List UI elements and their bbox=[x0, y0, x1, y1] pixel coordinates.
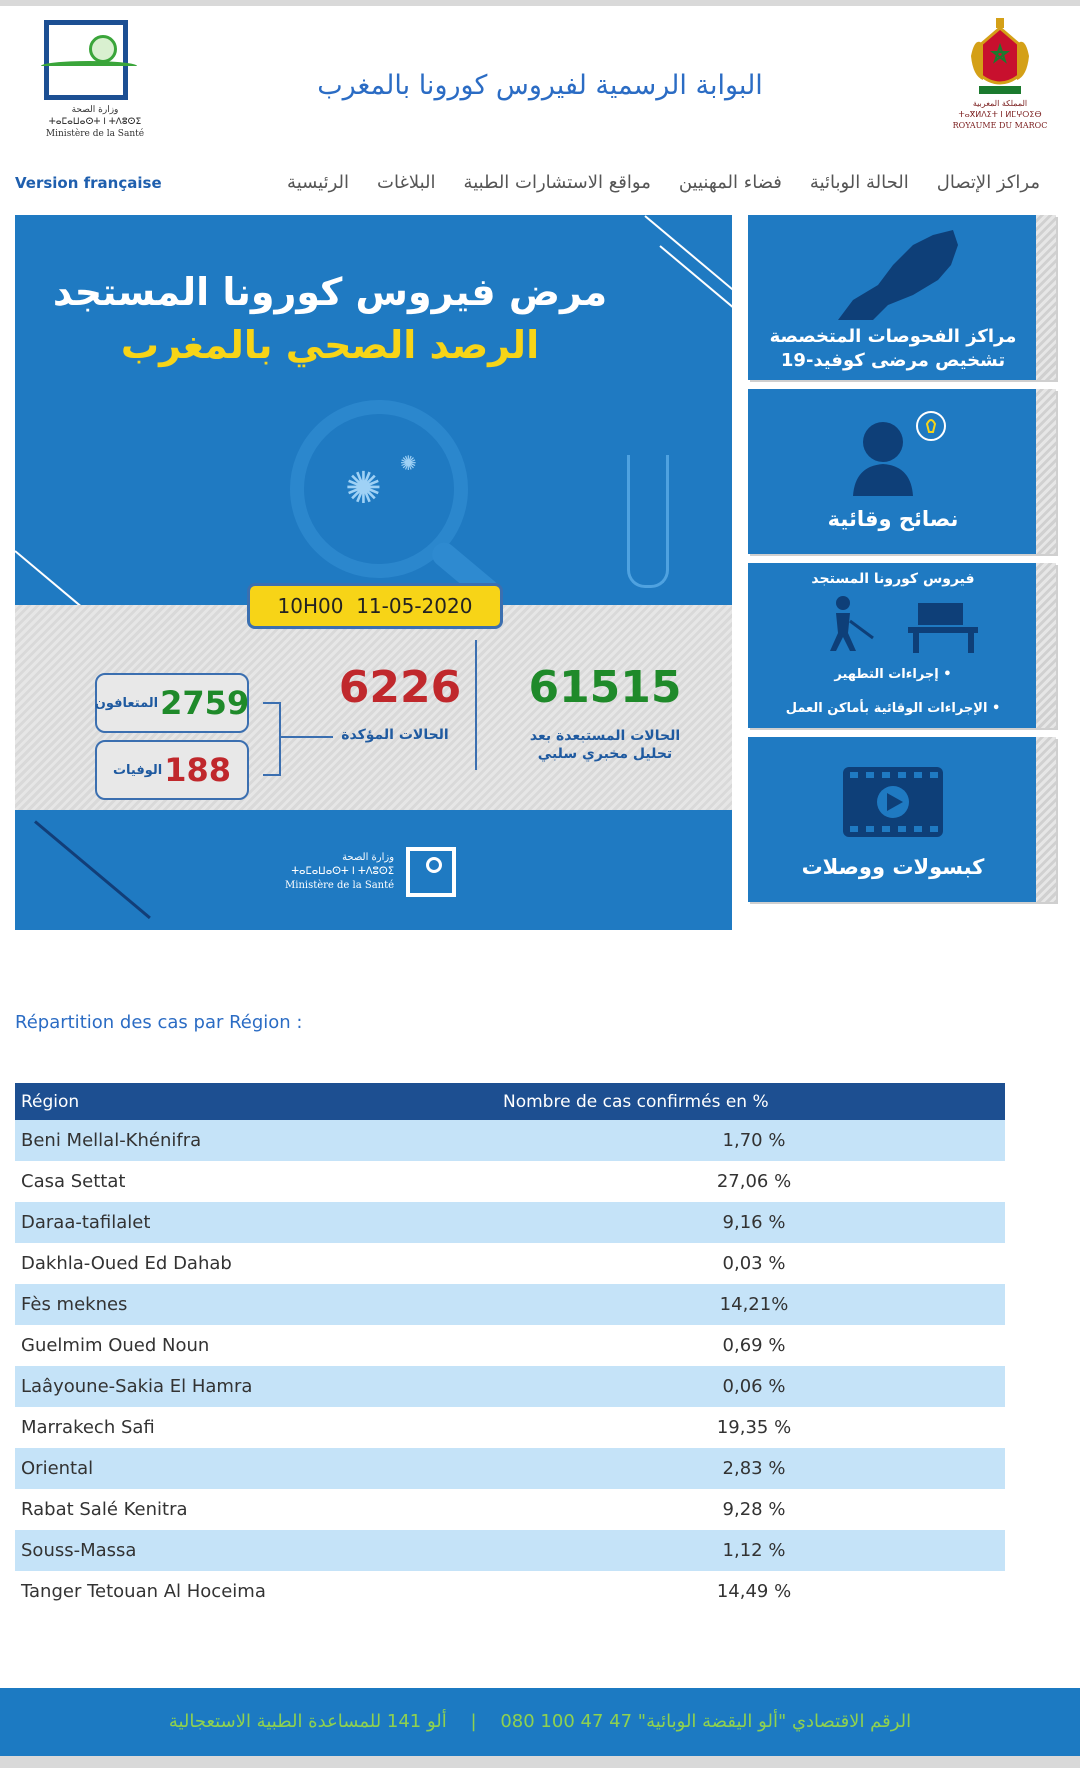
tile-testing-centers[interactable] bbox=[748, 215, 1056, 380]
tile-disinfection-title: فيروس كورونا المستجد bbox=[811, 571, 975, 587]
tile-prevention-tips[interactable] bbox=[748, 389, 1056, 554]
ministry-logo[interactable] bbox=[40, 20, 150, 140]
banner-title: مرض فيروس كورونا المستجد bbox=[52, 270, 608, 314]
table-header-row bbox=[15, 1083, 1005, 1120]
recovered-stat bbox=[95, 673, 249, 733]
tile-prevention-tips-title: نصائح وقائية bbox=[827, 507, 959, 531]
excluded-label: الحالات المستبعدة بعد تحليل مخبري سلبي bbox=[529, 728, 681, 762]
table-row bbox=[15, 1284, 1005, 1325]
region-pct: 0,69 % bbox=[503, 1325, 1005, 1366]
table-row bbox=[15, 1407, 1005, 1448]
banner-decor-line bbox=[34, 820, 151, 919]
footer-hotlines bbox=[0, 1688, 1080, 1756]
regions-section-title: Répartition des cas par Région : bbox=[15, 1012, 303, 1033]
table-row bbox=[15, 1161, 1005, 1202]
region-name: Souss-Massa bbox=[15, 1530, 503, 1571]
region-name: Casa Settat bbox=[15, 1161, 503, 1202]
region-pct: 9,16 % bbox=[503, 1202, 1005, 1243]
region-pct: 27,06 % bbox=[503, 1161, 1005, 1202]
region-pct: 1,12 % bbox=[503, 1530, 1005, 1571]
crest-text: المملكة المغربية ⵜⴰⴳⵍⴷⵉⵜ ⵏ ⵍⵎⵖⵔⵉⴱ ROYAUME DU MAROC bbox=[952, 99, 1048, 130]
region-name: Marrakech Safi bbox=[15, 1407, 503, 1448]
confirmed-count: 6226 bbox=[338, 662, 462, 713]
table-row bbox=[15, 1448, 1005, 1489]
region-name: Tanger Tetouan Al Hoceima bbox=[15, 1571, 503, 1612]
tile-testing-centers-subtitle: تشخيص مرضى كوفيد-19 bbox=[780, 350, 1006, 371]
table-row bbox=[15, 1120, 1005, 1161]
column-header-region: Région bbox=[15, 1083, 503, 1120]
region-pct: 14,49 % bbox=[503, 1571, 1005, 1612]
banner-subtitle: الرصد الصحي بالمغرب bbox=[120, 323, 540, 367]
deaths-count: 188 bbox=[164, 751, 232, 789]
footer-hotline-text[interactable]: الرقم الاقتصادي "ألو اليقضة الوبائية" 47 47 100 080 bbox=[500, 1711, 912, 1732]
table-row bbox=[15, 1530, 1005, 1571]
stats-bracket bbox=[263, 702, 281, 776]
nav-item-home[interactable]: الرئيسية bbox=[287, 172, 350, 193]
region-name: Laâyoune-Sakia El Hamra bbox=[15, 1366, 503, 1407]
test-tube-icon bbox=[627, 455, 669, 588]
tile-videos[interactable] bbox=[748, 737, 1056, 902]
tile-disinfection[interactable] bbox=[748, 563, 1056, 728]
virus-icon: ✺ bbox=[345, 463, 382, 514]
recovered-label: المتعافون bbox=[94, 695, 159, 711]
column-header-pct: Nombre de cas confirmés en % bbox=[503, 1083, 1005, 1120]
nav-item-medical-sites[interactable]: مواقع الاستشارات الطبية bbox=[463, 172, 651, 193]
recovered-count: 2759 bbox=[160, 684, 250, 722]
region-pct: 19,35 % bbox=[503, 1407, 1005, 1448]
deaths-label: الوفيات bbox=[112, 762, 163, 778]
region-name: Beni Mellal-Khénifra bbox=[15, 1120, 503, 1161]
region-pct: 14,21% bbox=[503, 1284, 1005, 1325]
region-name: Fès meknes bbox=[15, 1284, 503, 1325]
disinfection-icon bbox=[818, 593, 988, 653]
footer-separator: | bbox=[470, 1711, 477, 1732]
table-row bbox=[15, 1366, 1005, 1407]
person-idea-icon bbox=[843, 404, 953, 499]
tile-disinfection-bullet: • الإجراءات الوقائية بأماكن العمل bbox=[785, 701, 1001, 716]
region-name: Guelmim Oued Noun bbox=[15, 1325, 503, 1366]
table-row bbox=[15, 1489, 1005, 1530]
tile-disinfection-bullet: • إجراءات التطهير bbox=[834, 667, 952, 682]
banner-ministry-logo bbox=[285, 837, 485, 907]
tile-videos-title: كبسولات ووصلات bbox=[801, 855, 985, 879]
nav-item-professionals[interactable]: فضاء المهنيين bbox=[678, 172, 782, 193]
excluded-count: 61515 bbox=[528, 662, 682, 713]
stats-divider bbox=[475, 640, 477, 770]
regions-table bbox=[15, 1083, 1005, 1612]
site-title: البوابة الرسمية لفيروس كورونا بالمغرب bbox=[317, 70, 763, 101]
nav-item-epidemic-status[interactable]: الحالة الوبائية bbox=[809, 172, 909, 193]
map-morocco-icon bbox=[833, 225, 963, 325]
top-bar bbox=[0, 0, 1080, 6]
ministry-emblem-icon bbox=[406, 847, 456, 897]
deaths-stat bbox=[95, 740, 249, 800]
region-pct: 2,83 % bbox=[503, 1448, 1005, 1489]
nav-item-call-centers[interactable]: مراكز الإتصال bbox=[936, 172, 1040, 193]
region-name: Rabat Salé Kenitra bbox=[15, 1489, 503, 1530]
banner-decor-line bbox=[15, 550, 88, 613]
region-pct: 1,70 % bbox=[503, 1120, 1005, 1161]
region-pct: 0,03 % bbox=[503, 1243, 1005, 1284]
main-nav bbox=[287, 172, 1040, 193]
table-row bbox=[15, 1571, 1005, 1612]
banner-ministry-text: وزارة الصحة ⵜⴰⵎⴰⵡⴰⵙⵜ ⵏ ⵜⴷⵓⵙⵉ Ministère de la Santé bbox=[285, 852, 395, 891]
region-pct: 9,28 % bbox=[503, 1489, 1005, 1530]
video-icon bbox=[838, 762, 948, 842]
virus-icon: ✺ bbox=[400, 451, 417, 475]
version-francaise-link[interactable]: Version française bbox=[15, 174, 162, 192]
region-pct: 0,06 % bbox=[503, 1366, 1005, 1407]
stats-bracket-line bbox=[279, 736, 333, 738]
table-row bbox=[15, 1243, 1005, 1284]
update-date-pill: 10H00 11-05-2020 bbox=[247, 583, 503, 629]
confirmed-label: الحالات المؤكدة bbox=[341, 727, 449, 743]
bottom-bar bbox=[0, 1756, 1080, 1768]
table-row bbox=[15, 1202, 1005, 1243]
table-row bbox=[15, 1325, 1005, 1366]
nav-item-announcements[interactable]: البلاغات bbox=[377, 172, 436, 193]
ministry-emblem-icon bbox=[44, 20, 128, 100]
banner-decor-line bbox=[644, 215, 732, 307]
covid-status-banner bbox=[15, 215, 732, 930]
ministry-logo-text: وزارة الصحة ⵜⴰⵎⴰⵡⴰⵙⵜ ⵏ ⵜⴷⵓⵙⵉ Ministère de la Santé bbox=[45, 105, 145, 139]
region-name: Oriental bbox=[15, 1448, 503, 1489]
region-name: Daraa-tafilalet bbox=[15, 1202, 503, 1243]
royal-crest[interactable] bbox=[950, 16, 1050, 131]
region-name: Dakhla-Oued Ed Dahab bbox=[15, 1243, 503, 1284]
footer-emergency-text[interactable]: ألو 141 للمساعدة الطبية الاستعجالية bbox=[168, 1711, 447, 1732]
tile-testing-centers-title: مراكز الفحوصات المتخصصة bbox=[769, 326, 1017, 347]
royal-crest-icon bbox=[969, 16, 1031, 98]
